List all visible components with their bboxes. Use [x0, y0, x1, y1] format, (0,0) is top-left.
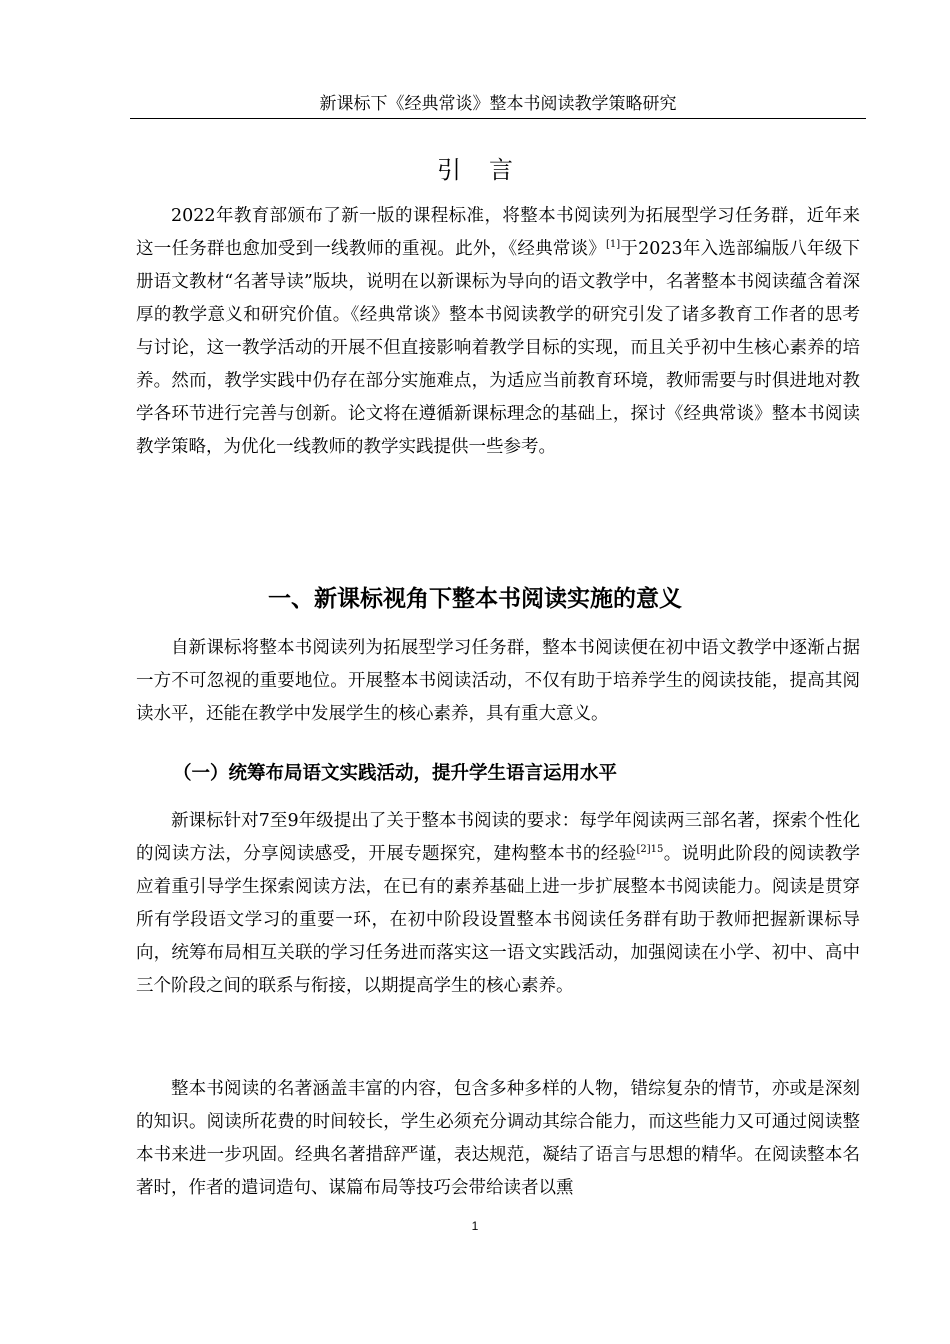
- citation-1: [1]: [606, 239, 621, 251]
- intro-paragraph-text-2: 于2023年入选部编版八年级下册语文教材“名著导读”版块，说明在以新课标为导向的语文教学中，名著整本书阅读蕴含着深厚的教学意义和研究价值。《经典常谈》整本书阅读教学的研究引发了诸多教育工作者的思考与讨论，这一教学活动的开展不但直接影响着教学目标的实现，而且关乎初中生核心素养的培养。然而，教学实践中仍存在部分实施难点，为适应当前教育环境，教师需要与时俱进地对教学各环节进行完善与创新。论文将在遵循新课标理念的基础上，探讨《经典常谈》整本书阅读教学策略，为优化一线教师的教学实践提供一些参考。: [136, 239, 861, 457]
- subsection-1-paragraph-1-text-2: 。说明此阶段的阅读教学应着重引导学生探索阅读方法，在已有的素养基础上进一步扩展整本书阅读能力。阅读是贯穿所有学段语文学习的重要一环，在初中阶段设置整本书阅读任务群有助于教师把握新课标导向，统筹布局相互关联的学习任务进而落实这一语文实践活动，加强阅读在小学、初中、高中三个阶段之间的联系与衔接，以期提高学生的核心素养。: [136, 844, 861, 996]
- subsection-1-paragraph-1: [136, 805, 860, 1003]
- subsection-1-paragraph-1-text-1: 新课标针对7至9年级提出了关于整本书阅读的要求：每学年阅读两三部名著，探索个性化的阅读方法，分享阅读感受，开展专题探究，建构整本书的经验: [136, 811, 860, 864]
- intro-paragraph: [136, 200, 860, 464]
- running-header: 新课标下《经典常谈》整本书阅读教学策略研究: [130, 92, 866, 119]
- citation-2: [2]15: [636, 844, 664, 856]
- subsection-1-paragraph-2: 整本书阅读的名著涵盖丰富的内容，包含多种多样的人物，错综复杂的情节，亦或是深刻的知识。阅读所花费的时间较长，学生必须充分调动其综合能力，而这些能力又可通过阅读整本书来进一步巩固。经典名著措辞严谨，表达规范，凝结了语言与思想的精华。在阅读整本名著时，作者的遣词造句、谋篇布局等技巧会带给读者以熏: [136, 1079, 860, 1198]
- intro-title: 引言: [437, 156, 541, 184]
- section-1-paragraph: 自新课标将整本书阅读列为拓展型学习任务群，整本书阅读便在初中语文教学中逐渐占据一方不可忽视的重要地位。开展整本书阅读活动，不仅有助于培养学生的阅读技能，提高其阅读水平，还能在教学中发展学生的核心素养，具有重大意义。: [136, 638, 860, 724]
- section-1-title: 一、新课标视角下整本书阅读实施的意义: [268, 586, 682, 612]
- page-number: 1: [471, 1219, 479, 1233]
- intro-paragraph-text-1: 2022年教育部颁布了新一版的课程标准，将整本书阅读列为拓展型学习任务群，近年来这一任务群也愈加受到一线教师的重视。此外，《经典常谈》: [136, 206, 860, 259]
- subsection-1-title: （一）统筹布局语文实践活动，提升学生语言运用水平: [173, 763, 618, 784]
